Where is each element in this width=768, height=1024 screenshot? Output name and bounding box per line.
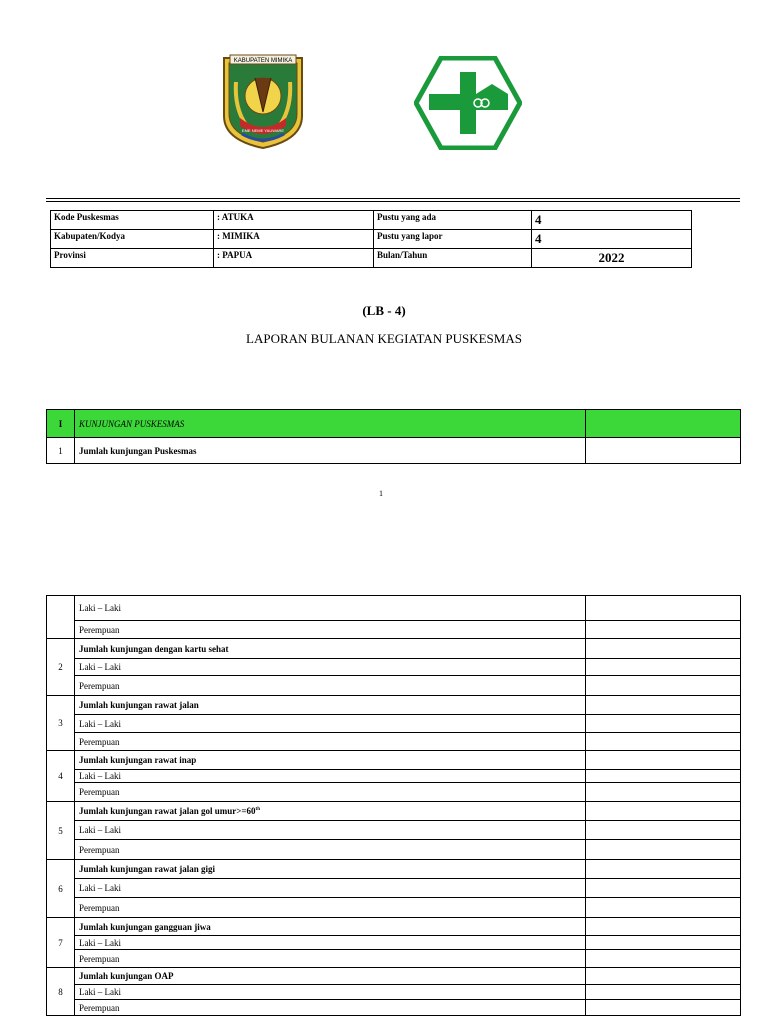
item-label (75, 802, 586, 821)
male-label: Laki – Laki (75, 596, 586, 621)
header-rule-1 (46, 198, 740, 199)
value-cell (586, 783, 741, 802)
table-row (47, 936, 741, 950)
table-row (47, 968, 741, 985)
kabupaten-value: : MIMIKA (214, 230, 374, 249)
table-row (47, 639, 741, 659)
value-cell (586, 879, 741, 898)
pustu-ada-value: 4 (532, 211, 692, 230)
pustu-ada-label: Pustu yang ada (374, 211, 532, 230)
value-cell (586, 676, 741, 696)
table-row (47, 596, 741, 621)
table-row (47, 950, 741, 968)
row-number: 4 (47, 751, 75, 802)
female-label: Perempuan (75, 950, 586, 968)
table-row (47, 733, 741, 751)
value-cell (586, 802, 741, 821)
table-row (47, 898, 741, 918)
male-label: Laki – Laki (75, 659, 586, 676)
table-row (47, 696, 741, 715)
emblem-top-text: KABUPATEN MIMIKA (233, 58, 293, 64)
male-label: Laki – Laki (75, 715, 586, 733)
section-header-row (47, 410, 741, 438)
male-label: Laki – Laki (75, 821, 586, 840)
pustu-lapor-label: Pustu yang lapor (374, 230, 532, 249)
female-label: Perempuan (75, 898, 586, 918)
info-table (50, 210, 692, 268)
value-cell (586, 860, 741, 879)
value-cell (586, 596, 741, 621)
row-number: 6 (47, 860, 75, 918)
info-row (51, 249, 692, 268)
section-title: KUNJUNGAN PUSKESMAS (75, 410, 586, 438)
emblem-bottom-text: EME NEME YAUWARE (241, 128, 285, 133)
kode-puskesmas-label: Kode Puskesmas (51, 211, 214, 230)
male-label: Laki – Laki (75, 770, 586, 783)
provinsi-value: : PAPUA (214, 249, 374, 268)
section-number: I (47, 410, 75, 438)
info-row (51, 230, 692, 249)
table-row (47, 659, 741, 676)
row-number (47, 596, 75, 639)
table-row (47, 621, 741, 639)
section-header-value-cell (586, 410, 741, 438)
male-label: Laki – Laki (75, 936, 586, 950)
table-row (47, 985, 741, 1000)
value-cell (586, 639, 741, 659)
bulan-tahun-label: Bulan/Tahun (374, 249, 532, 268)
value-cell (586, 821, 741, 840)
row-number: 3 (47, 696, 75, 751)
female-label: Perempuan (75, 621, 586, 639)
report-title: LAPORAN BULANAN KEGIATAN PUSKESMAS (246, 331, 522, 346)
item-label-sup: th (255, 807, 260, 812)
value-cell (586, 696, 741, 715)
row-label: Jumlah kunjungan Puskesmas (75, 438, 586, 464)
value-cell (586, 659, 741, 676)
table-row (47, 860, 741, 879)
kunjungan-detail-table (46, 595, 741, 1016)
male-label: Laki – Laki (75, 879, 586, 898)
table-row (47, 715, 741, 733)
value-cell (586, 751, 741, 770)
table-row (47, 1000, 741, 1016)
value-cell (586, 770, 741, 783)
provinsi-label: Provinsi (51, 249, 214, 268)
kode-puskesmas-value: : ATUKA (214, 211, 374, 230)
table-row (47, 840, 741, 860)
section-kunjungan (46, 409, 741, 464)
row-number: 8 (47, 968, 75, 1016)
info-row (51, 211, 692, 230)
value-cell (586, 715, 741, 733)
value-cell (586, 733, 741, 751)
kabupaten-label: Kabupaten/Kodya (51, 230, 214, 249)
value-cell (586, 936, 741, 950)
item-label: Jumlah kunjungan OAP (75, 968, 586, 985)
item-label: Jumlah kunjungan rawat jalan (75, 696, 586, 715)
female-label: Perempuan (75, 733, 586, 751)
table-row (47, 676, 741, 696)
table-row (47, 751, 741, 770)
item-label: Jumlah kunjungan rawat jalan gigi (75, 860, 586, 879)
table-row (47, 802, 741, 821)
table-row (47, 879, 741, 898)
male-label: Laki – Laki (75, 985, 586, 1000)
pustu-lapor-value: 4 (532, 230, 692, 249)
row-number: 7 (47, 918, 75, 968)
female-label: Perempuan (75, 1000, 586, 1016)
value-cell (586, 898, 741, 918)
row-number: 1 (47, 438, 75, 464)
item-label: Jumlah kunjungan dengan kartu sehat (75, 639, 586, 659)
row-number: 2 (47, 639, 75, 696)
female-label: Perempuan (75, 840, 586, 860)
value-cell (586, 968, 741, 985)
table-row (47, 821, 741, 840)
header-rule-2 (46, 201, 740, 202)
table-row (47, 770, 741, 783)
value-cell (586, 840, 741, 860)
female-label: Perempuan (75, 676, 586, 696)
item-label: Jumlah kunjungan rawat inap (75, 751, 586, 770)
puskesmas-logo (414, 56, 522, 150)
table-row (47, 438, 741, 464)
value-cell (586, 918, 741, 936)
table-row (47, 783, 741, 802)
value-cell (586, 950, 741, 968)
value-cell (586, 985, 741, 1000)
item-label-text: Jumlah kunjungan rawat jalan gol umur>=60 (79, 806, 256, 816)
female-label: Perempuan (75, 783, 586, 802)
kabupaten-mimika-emblem (220, 52, 306, 150)
table-row (47, 918, 741, 936)
page-number: 1 (379, 489, 383, 498)
report-code: (LB - 4) (362, 303, 406, 318)
bulan-tahun-value: 2022 (532, 249, 692, 268)
value-cell (586, 1000, 741, 1016)
item-label: Jumlah kunjungan gangguan jiwa (75, 918, 586, 936)
row-value-cell (586, 438, 741, 464)
row-number: 5 (47, 802, 75, 860)
value-cell (586, 621, 741, 639)
